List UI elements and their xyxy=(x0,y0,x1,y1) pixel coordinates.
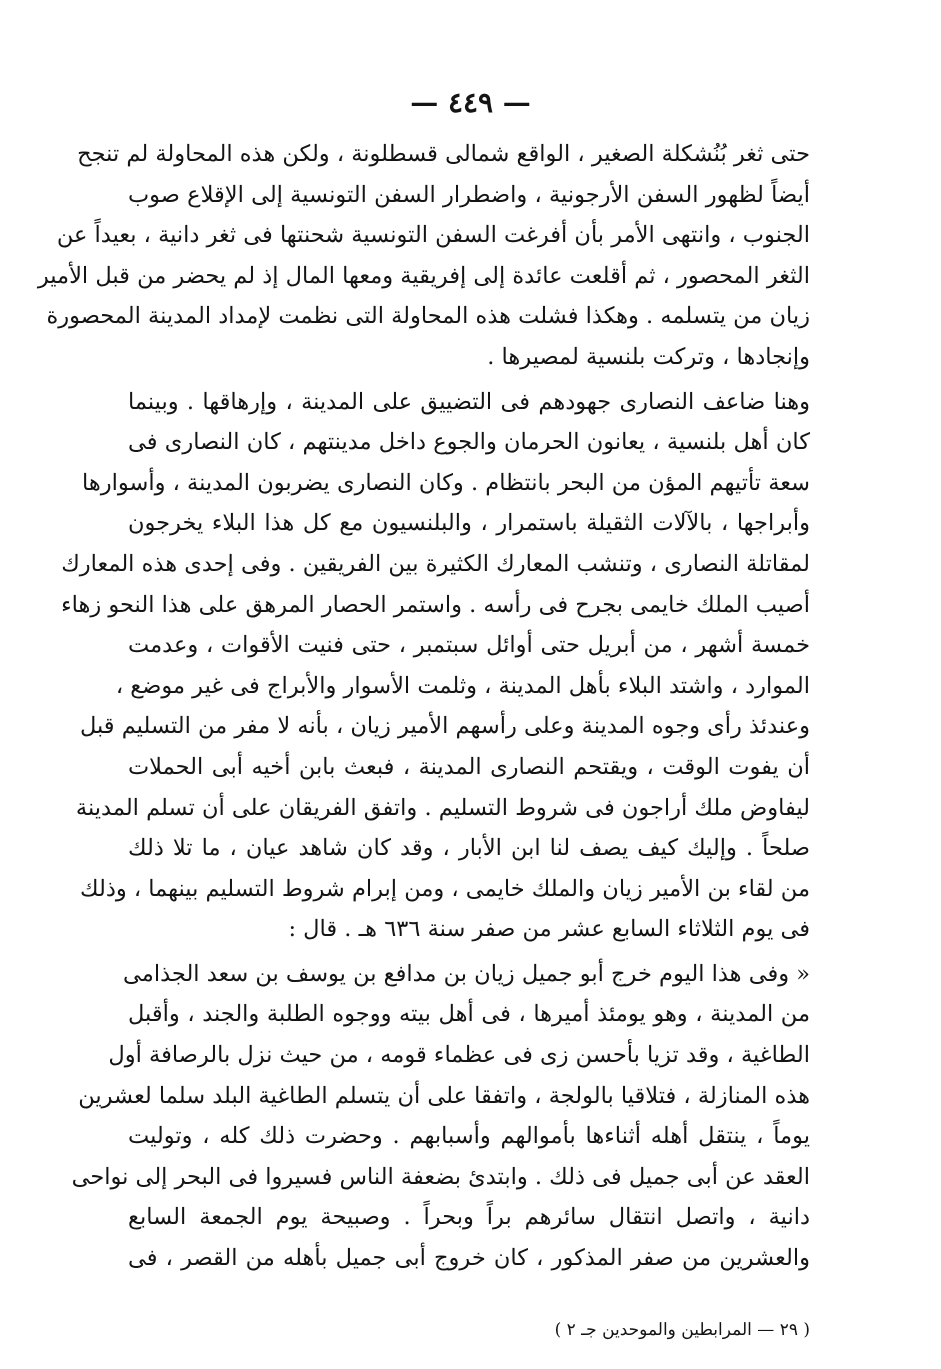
footer-signature: ( ٢٩ — المرابطين والموحدين جـ ٢ ) xyxy=(554,1320,810,1340)
page-number: — ٤٤٩ — xyxy=(410,86,531,119)
text-line: الموارد ، واشتد البلاء بأهل المدينة ، وثلمت الأسوار والأبراج فى غير موضع ، xyxy=(115,672,810,699)
text-line: خمسة أشهر ، من أبريل حتى أوائل سبتمبر ، حتى فنيت الأقوات ، وعدمت xyxy=(128,632,810,659)
text-line: الجنوب ، وانتهى الأمر بأن أفرغت السفن التونسية شحنتها فى ثغر دانية ، بعيداً عن xyxy=(56,222,810,249)
text-line: أصيب الملك خايمى بجرح فى رأسه . واستمر الحصار المرهق على هذا النحو زهاء xyxy=(61,591,810,618)
text-line: فى يوم الثلاثاء السابع عشر من صفر سنة ٦٣٦ هـ . قال : xyxy=(288,916,810,943)
text-line: هذه المنازلة ، فتلاقيا بالولجة ، واتفقا على أن يتسلم الطاغية البلد سلما لعشرين xyxy=(78,1082,810,1109)
text-line: كان أهل بلنسية ، يعانون الحرمان والجوع داخل مدينتهم ، كان النصارى فى xyxy=(128,429,810,456)
text-line: من المدينة ، وهو يومئذ أميرها ، فى أهل بيته ووجوه الطلبة والجند ، وأقبل xyxy=(128,1001,810,1028)
text-line: دانية ، واتصل انتقال سائرهم براً وبحراً . وصبيحة يوم الجمعة السابع xyxy=(128,1204,810,1231)
text-line: وعندئذ رأى وجوه المدينة وعلى رأسهم الأمير زيان ، بأنه لا مفر من التسليم قبل xyxy=(79,713,810,740)
text-line: يوماً ، ينتقل أهله أثناءها بأموالهم وأسبابهم . وحضرت ذلك كله ، وتوليت xyxy=(128,1123,810,1150)
text-line: وأبراجها ، بالآلات الثقيلة باستمرار ، والبلنسيون مع كل هذا البلاء يخرجون xyxy=(128,510,810,537)
text-line: لمقاتلة النصارى ، وتنشب المعارك الكثيرة بين الفريقين . وفى إحدى هذه المعارك xyxy=(61,550,810,577)
text-line: ليفاوض ملك أراجون فى شروط التسليم . واتفق الفريقان على أن تسلم المدينة xyxy=(75,794,810,821)
text-line: زيان من يتسلمه . وهكذا فشلت هذه المحاولة التى نظمت لإمداد المدينة المحصورة xyxy=(46,303,810,330)
text-line: حتى ثغر بُنُشكلة الصغير ، الواقع شمالى قسطلونة ، ولكن هذه المحاولة لم تنجح xyxy=(77,141,810,167)
paragraph xyxy=(37,134,810,378)
paragraph xyxy=(71,954,810,1279)
text-line: الطاغية ، وقد تزيا بأحسن زى فى عظماء قومه ، من حيث نزل بالرصافة أول xyxy=(108,1042,810,1069)
text-line: صلحاً . وإليك كيف يصف لنا ابن الأبار ، وقد كان شاهد عيان ، ما تلا ذلك xyxy=(128,835,810,862)
body-text xyxy=(37,134,810,1279)
text-line: العقد عن أبى جميل فى ذلك . وابتدئ بضعفة الناس فسيروا فى البحر إلى نواحى xyxy=(71,1163,810,1190)
text-line: وإنجادها ، وتركت بلنسية لمصيرها . xyxy=(487,343,810,370)
text-line: وهنا ضاعف النصارى جهودهم فى التضييق على المدينة ، وإرهاقها . وبينما xyxy=(128,388,810,415)
text-line: أن يفوت الوقت ، ويقتحم النصارى المدينة ، فبعث بابن أخيه أبى الحملات xyxy=(128,753,810,780)
text-line: من لقاء بن الأمير زيان والملك خايمى ، ومن إبرام شروط التسليم بينهما ، وذلك xyxy=(80,875,810,902)
text-line: « وفى هذا اليوم خرج أبو جميل زيان بن مدافع بن يوسف بن سعد الجذامى xyxy=(123,960,810,987)
text-line: أيضاً لظهور السفن الأرجونية ، واضطرار السفن التونسية إلى الإقلاع صوب xyxy=(128,181,810,208)
text-line: والعشرين من صفر المذكور ، كان خروج أبى جميل بأهله من القصر ، فى xyxy=(128,1245,810,1272)
text-line: سعة تأتيهم المؤن من البحر بانتظام . وكان النصارى يضربون المدينة ، وأسوارها xyxy=(82,469,810,496)
text-line: الثغر المحصور ، ثم أقلعت عائدة إلى إفريقية ومعها المال إذ لم يحضر من قبل الأمير xyxy=(37,262,810,289)
paragraph xyxy=(61,382,810,950)
